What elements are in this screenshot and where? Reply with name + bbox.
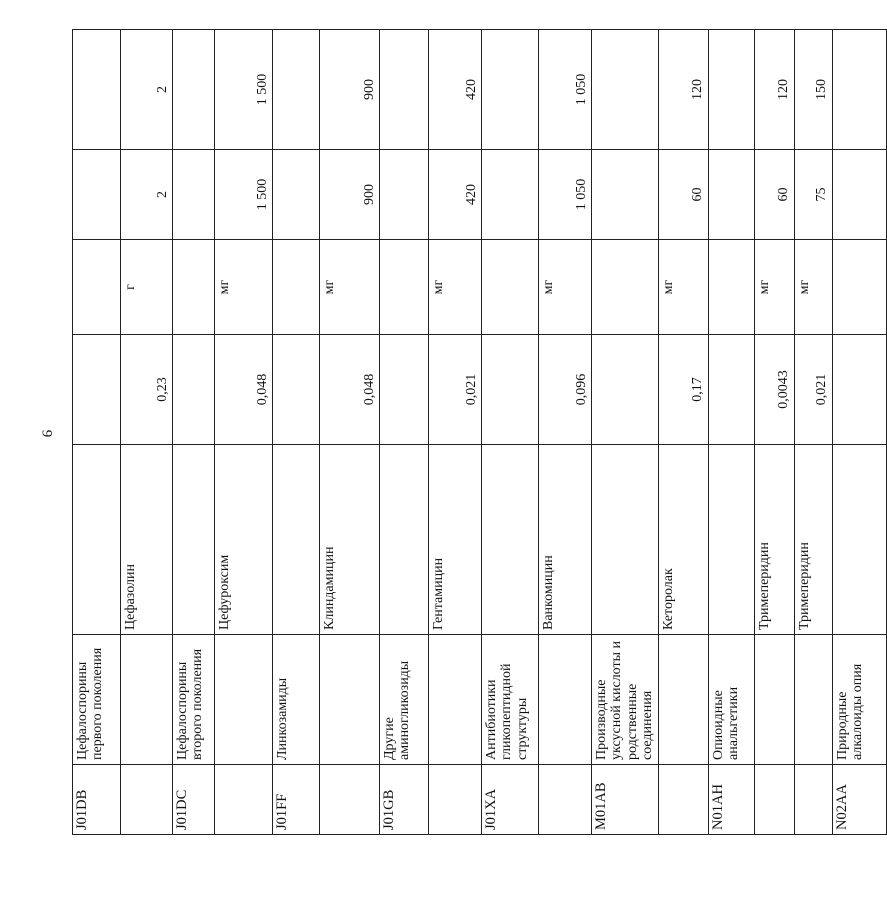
cell-ddd: 0,021 — [794, 335, 832, 445]
cell-unit — [73, 240, 121, 335]
rotated-table-frame — [72, 30, 865, 835]
cell-drug: Гентамицин — [429, 445, 482, 635]
cell-group: Производные уксусной кислоты и родственные соединения — [592, 635, 659, 765]
cell-group — [539, 635, 592, 765]
cell-dose: 60 — [754, 150, 794, 240]
table-row — [482, 30, 539, 835]
cell-code: J01FF — [273, 765, 320, 835]
cell-code: N01AH — [708, 765, 754, 835]
cell-total: 120 — [754, 30, 794, 150]
cell-drug: Тримеперидин — [794, 445, 832, 635]
table-body — [73, 30, 887, 835]
cell-ddd: 0,0043 — [754, 335, 794, 445]
cell-drug — [380, 445, 429, 635]
table-row — [708, 30, 754, 835]
cell-group — [429, 635, 482, 765]
cell-drug — [482, 445, 539, 635]
cell-unit: мг — [215, 240, 273, 335]
cell-drug — [73, 445, 121, 635]
cell-dose — [832, 150, 886, 240]
cell-drug — [708, 445, 754, 635]
cell-unit — [708, 240, 754, 335]
cell-group: Антибиотики гликопептидной структуры — [482, 635, 539, 765]
cell-ddd — [482, 335, 539, 445]
cell-total: 420 — [429, 30, 482, 150]
cell-dose — [380, 150, 429, 240]
cell-ddd — [380, 335, 429, 445]
cell-code: J01DC — [173, 765, 215, 835]
cell-total: 900 — [320, 30, 380, 150]
table-row — [794, 30, 832, 835]
cell-code: J01GB — [380, 765, 429, 835]
cell-group: Линкозамиды — [273, 635, 320, 765]
cell-ddd — [173, 335, 215, 445]
table-row — [121, 30, 173, 835]
cell-total: 120 — [658, 30, 708, 150]
table-row — [173, 30, 215, 835]
page-number: 9 — [38, 429, 55, 438]
cell-total — [832, 30, 886, 150]
cell-total: 1 050 — [539, 30, 592, 150]
cell-group: Опиоидные анальгетики — [708, 635, 754, 765]
cell-code: M01AB — [592, 765, 659, 835]
table-row — [215, 30, 273, 835]
table-row — [73, 30, 121, 835]
cell-drug: Тримеперидин — [754, 445, 794, 635]
cell-group — [215, 635, 273, 765]
table-row — [832, 30, 886, 835]
cell-group: Цефалоспорины второго поколения — [173, 635, 215, 765]
drug-table — [72, 29, 887, 835]
cell-group: Природные алкалоиды опия — [832, 635, 886, 765]
cell-dose: 75 — [794, 150, 832, 240]
cell-dose — [73, 150, 121, 240]
cell-ddd: 0,048 — [215, 335, 273, 445]
cell-dose — [592, 150, 659, 240]
cell-unit — [380, 240, 429, 335]
cell-code — [754, 765, 794, 835]
cell-ddd: 0,048 — [320, 335, 380, 445]
cell-ddd — [708, 335, 754, 445]
cell-drug: Клиндамицин — [320, 445, 380, 635]
cell-total — [273, 30, 320, 150]
cell-drug: Цефуроксим — [215, 445, 273, 635]
cell-total: 150 — [794, 30, 832, 150]
cell-group — [320, 635, 380, 765]
cell-unit: мг — [320, 240, 380, 335]
cell-dose: 60 — [658, 150, 708, 240]
cell-unit — [592, 240, 659, 335]
table-row — [320, 30, 380, 835]
table-row — [539, 30, 592, 835]
cell-dose — [273, 150, 320, 240]
table-row — [592, 30, 659, 835]
cell-ddd: 0,021 — [429, 335, 482, 445]
cell-dose — [708, 150, 754, 240]
cell-dose: 420 — [429, 150, 482, 240]
table-row — [658, 30, 708, 835]
cell-dose — [482, 150, 539, 240]
cell-dose: 900 — [320, 150, 380, 240]
cell-group — [121, 635, 173, 765]
cell-unit: мг — [539, 240, 592, 335]
cell-unit: мг — [658, 240, 708, 335]
cell-unit: г — [121, 240, 173, 335]
table-row — [273, 30, 320, 835]
cell-dose: 1 500 — [215, 150, 273, 240]
cell-group — [794, 635, 832, 765]
cell-total: 1 500 — [215, 30, 273, 150]
cell-unit — [482, 240, 539, 335]
cell-total — [708, 30, 754, 150]
cell-ddd — [273, 335, 320, 445]
cell-code — [658, 765, 708, 835]
cell-drug: Цефазолин — [121, 445, 173, 635]
cell-group — [754, 635, 794, 765]
cell-dose: 1 050 — [539, 150, 592, 240]
cell-code — [215, 765, 273, 835]
cell-code: N02AA — [832, 765, 886, 835]
cell-ddd: 0,17 — [658, 335, 708, 445]
cell-code — [121, 765, 173, 835]
cell-total — [73, 30, 121, 150]
cell-ddd: 0,096 — [539, 335, 592, 445]
cell-unit — [173, 240, 215, 335]
cell-code — [539, 765, 592, 835]
cell-total — [173, 30, 215, 150]
table-container — [72, 30, 865, 835]
cell-drug: Кеторолак — [658, 445, 708, 635]
cell-total: 2 — [121, 30, 173, 150]
cell-unit — [273, 240, 320, 335]
cell-ddd — [832, 335, 886, 445]
cell-drug — [173, 445, 215, 635]
cell-total — [380, 30, 429, 150]
cell-dose: 2 — [121, 150, 173, 240]
cell-dose — [173, 150, 215, 240]
cell-code — [320, 765, 380, 835]
cell-code: J01DB — [73, 765, 121, 835]
table-row — [429, 30, 482, 835]
cell-ddd — [592, 335, 659, 445]
cell-group — [658, 635, 708, 765]
cell-drug — [832, 445, 886, 635]
cell-unit: мг — [794, 240, 832, 335]
cell-drug — [273, 445, 320, 635]
cell-drug: Ванкомицин — [539, 445, 592, 635]
cell-unit — [832, 240, 886, 335]
table-row — [380, 30, 429, 835]
cell-total — [482, 30, 539, 150]
cell-drug — [592, 445, 659, 635]
cell-code — [794, 765, 832, 835]
cell-unit: мг — [754, 240, 794, 335]
cell-code: J01XA — [482, 765, 539, 835]
cell-ddd: 0,23 — [121, 335, 173, 445]
cell-group: Цефалоспорины первого поколения — [73, 635, 121, 765]
cell-total — [592, 30, 659, 150]
table-row — [754, 30, 794, 835]
cell-code — [429, 765, 482, 835]
cell-unit: мг — [429, 240, 482, 335]
cell-ddd — [73, 335, 121, 445]
cell-group: Другие аминогликозиды — [380, 635, 429, 765]
